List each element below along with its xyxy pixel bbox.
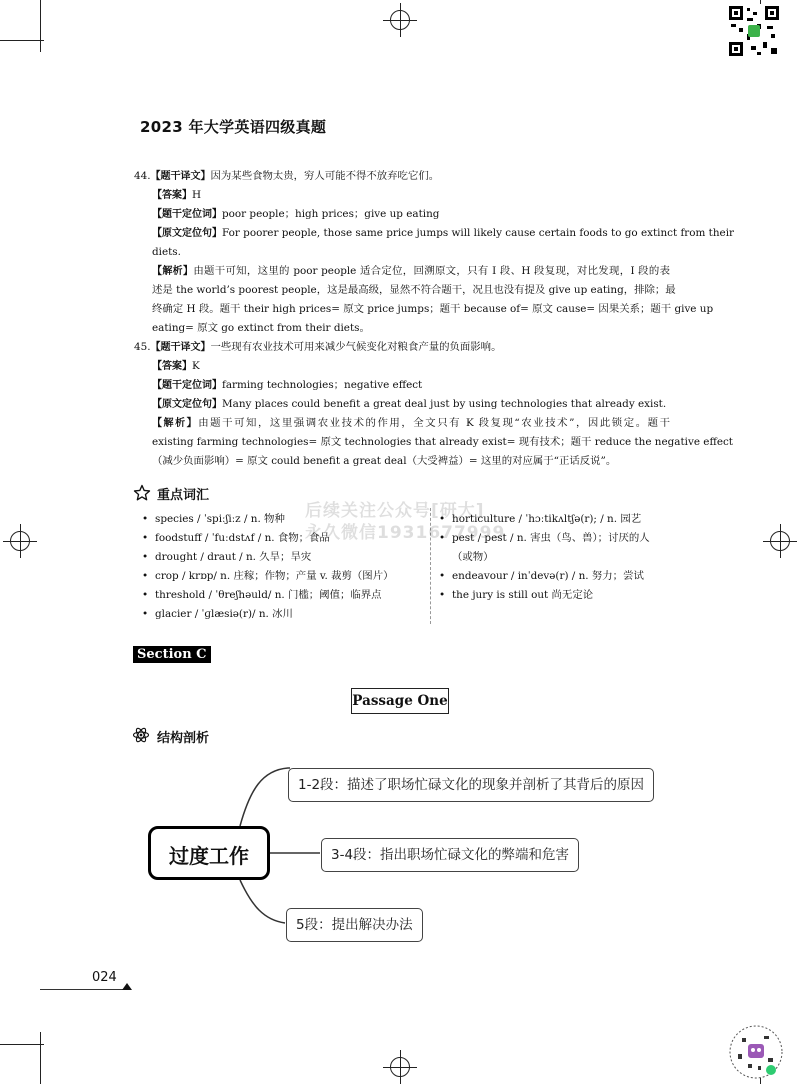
q45-locate-text: Many places could benefit a great deal just by using technologies that already exist. (222, 398, 667, 410)
vocab-item-continued: （或物） (452, 551, 494, 563)
vocab-item: • drought / draut / n. 久旱；旱灾 (155, 548, 311, 567)
q44-number: 44. (134, 170, 151, 182)
q45-answer-value: K (192, 360, 200, 372)
vocab-item: • threshold / ˈθreʃhəuld/ n. 门槛；阈值；临界点 (155, 586, 382, 605)
q45-analysis-text: 由题干可知，这里强调农业技术的作用，全文只有 K 段复现“农业技术”，因此锁定。题干 (198, 417, 670, 429)
q44-translation-label: 【题干译文】 (150, 171, 211, 182)
vocab-item: • pest / pest / n. 害虫（鸟、兽）；讨厌的人 (452, 529, 650, 548)
page-header-title: 2023 年大学英语四级真题 (140, 118, 327, 136)
q44-analysis-line: eating= 原文 go extinct from their diets。 (152, 322, 370, 334)
watermark-line: 永久微信1931677999 (305, 523, 506, 543)
q44-translation-text: 因为某些食物太贵，穷人可能不得不放弃吃它们。 (210, 170, 440, 182)
q44-keywords-text: poor people；high prices；give up eating (222, 208, 440, 220)
mindmap-branch: 3-4段：指出职场忙碌文化的弊端和危害 (321, 838, 579, 872)
q45-analysis-label: 【解析】 (152, 418, 199, 429)
passage-title: Passage One (351, 688, 449, 714)
mindmap-branch: 5段：提出解决办法 (286, 908, 423, 942)
q45-translation-text: 一些现有农业技术可用来减少气候变化对粮食产量的负面影响。 (210, 341, 502, 353)
q44-answer-value: H (192, 189, 202, 201)
q45-keywords-label: 【题干定位词】 (152, 380, 222, 391)
mindmap-central-node: 过度工作 (148, 826, 270, 880)
q44-keywords-label: 【题干定位词】 (152, 209, 222, 220)
vocab-item: • crop / krɒp/ n. 庄稼；作物；产量 v. 裁剪（图片） (155, 567, 393, 586)
watermark-line: 后续关注公众号[研大] (305, 501, 485, 521)
q45-locate-label: 【原文定位句】 (152, 399, 222, 410)
q44-locate-label: 【原文定位句】 (152, 228, 222, 239)
vocab-item: • endeavour / inˈdevə(r) / n. 努力；尝试 (452, 567, 644, 586)
q44-locate-text: For poorer people, those same price jumps will likely cause certain foods to go extinct from their (222, 227, 734, 239)
vocab-item: • glacier / ˈɡlæsiə(r)/ n. 冰川 (155, 605, 293, 624)
section-c-label: Section C (133, 646, 211, 663)
vocab-item: • the jury is still out 尚无定论 (452, 586, 593, 605)
page-number-triangle (122, 983, 132, 990)
mindmap-branch: 1-2段：描述了职场忙碌文化的现象并剖析了其背后的原因 (288, 768, 654, 802)
q45-translation-label: 【题干译文】 (150, 342, 211, 353)
q45-answer-label: 【答案】 (152, 361, 192, 372)
structure-section-title: 结构剖析 (157, 731, 210, 746)
vocab-item: • horticulture / ˈhɔːtikʌltʃə(r); / n. 园艺 (452, 510, 641, 529)
q45-number: 45. (134, 341, 151, 353)
vocab-item: • species / ˈspiːʃiːz / n. 物种 (155, 510, 285, 529)
q44-analysis-text: 由题干可知，这里的 poor people 适合定位，回溯原文，只有 I 段、H 段复现，对比发现，I 段的表 (193, 265, 671, 277)
page-number-rule (40, 989, 126, 990)
q45-analysis-line: existing farming technologies= 原文 technologies that already exist= 现有技术；题干 reduce the negative effect (152, 436, 733, 448)
q44-answer-label: 【答案】 (152, 190, 192, 201)
q44-analysis-line: 终确定 H 段。题干 their high prices= 原文 price jumps；题干 because of= 原文 cause= 因果关系；题干 give up (152, 303, 714, 315)
vocab-item: • foodstuff / ˈfuːdstʌf / n. 食物；食品 (155, 529, 330, 548)
q44-analysis-line: 述是 the world’s poorest people，这是最高级，显然不符合题干，况且也没有提及 give up eating，排除；最 (152, 284, 676, 296)
q45-keywords-text: farming technologies；negative effect (222, 379, 423, 391)
vocab-section-title: 重点词汇 (157, 488, 210, 503)
q44-analysis-label: 【解析】 (152, 266, 194, 277)
page-number: 024 (92, 970, 117, 985)
q44-locate-cont: diets. (152, 246, 181, 258)
badge-logo-image (728, 1024, 784, 1080)
q45-analysis-line: （减少负面影响）= 原文 could benefit a great deal（大受裨益）= 这里的对应属于“正话反说”。 (152, 455, 617, 467)
